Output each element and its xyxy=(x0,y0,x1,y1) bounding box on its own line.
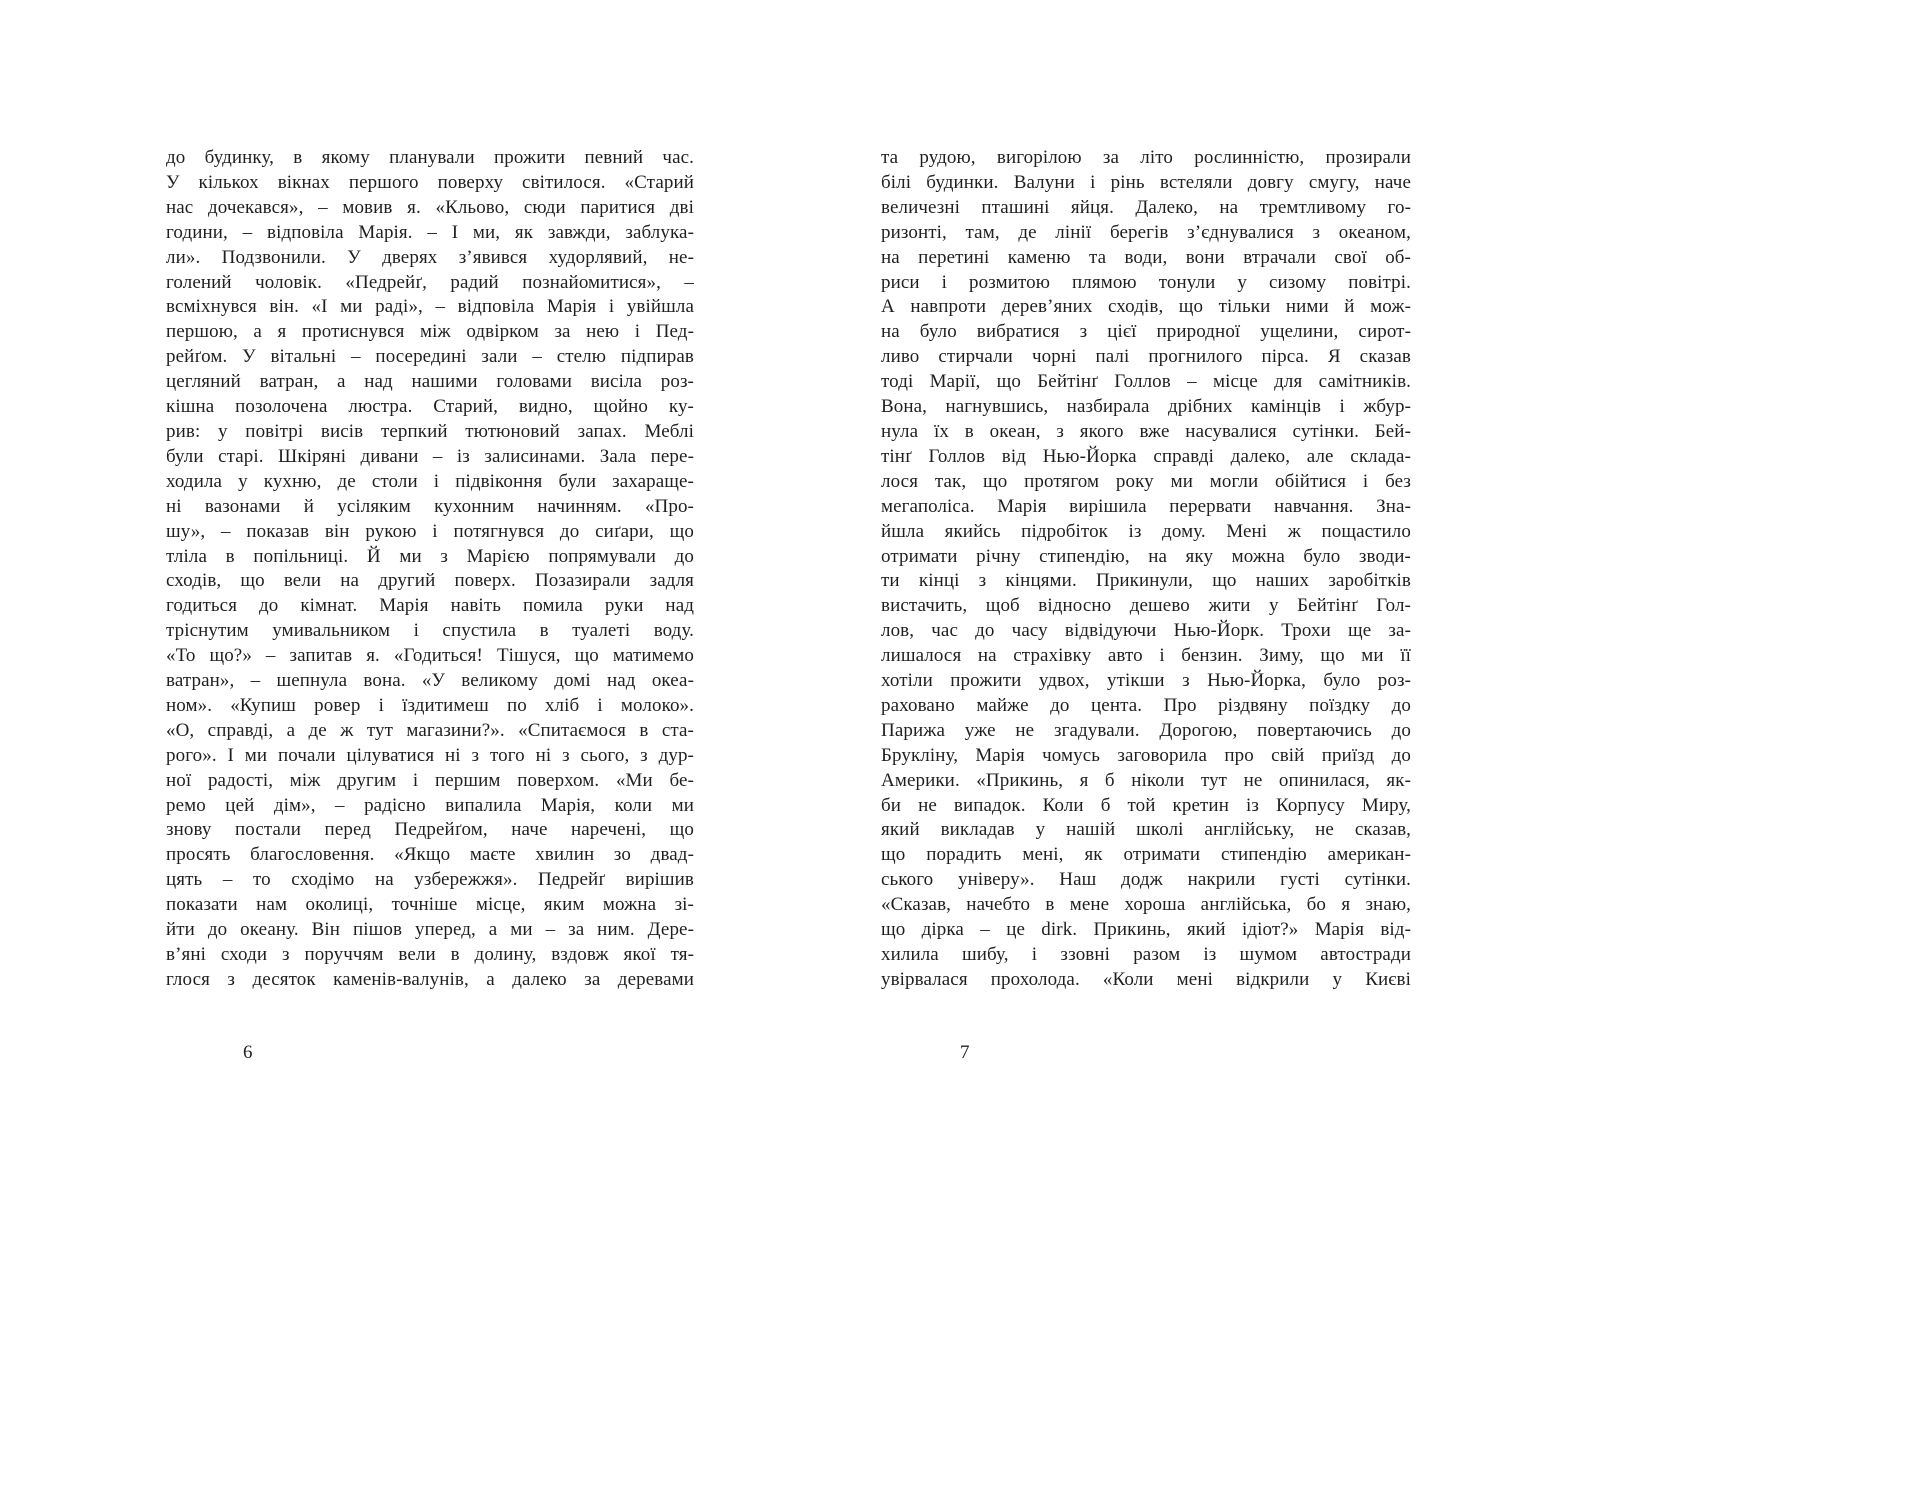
text-line: тліла в попільниці. Й ми з Марією попрямували до xyxy=(166,545,694,567)
text-line: ходила у кухню, де столи і підвіконня були захараще- xyxy=(166,470,694,492)
text-line: сходів, що вели на другий поверх. Позазирали задля xyxy=(166,570,694,592)
text-line: мегаполіса. Марія вирішила перервати навчання. Зна- xyxy=(881,495,1411,517)
text-line: Америки. «Прикинь, я б ніколи тут не опинилася, як- xyxy=(881,769,1411,791)
text-line: тінґ Голлов від Нью-Йорка справді далеко, але склада- xyxy=(881,445,1411,467)
text-line: величезні пташині яйця. Далеко, на тремтливому го- xyxy=(881,196,1411,218)
text-line: до будинку, в якому планували прожити певний час. xyxy=(166,147,694,168)
text-line: йти до океану. Він пішов уперед, а ми – за ним. Дере- xyxy=(166,919,694,941)
text-line: би не випадок. Коли б той кретин із Корпусу Миру, xyxy=(881,794,1411,816)
text-line: тріснутим умивальником і спустила в туалеті воду. xyxy=(166,620,694,642)
page-right-text xyxy=(881,146,1411,993)
text-line: на було вибратися з цієї природної ущелини, сирот- xyxy=(881,321,1411,343)
text-line: хотіли прожити удвох, утікши з Нью-Йорка, було роз- xyxy=(881,670,1411,692)
text-line: що порадить мені, як отримати стипендію американ- xyxy=(881,844,1411,866)
text-line: та рудою, вигорілою за літо рослинністю, прозирали xyxy=(881,147,1411,168)
text-line: лов, час до часу відвідуючи Нью-Йорк. Трохи ще за- xyxy=(881,620,1411,642)
text-line: рив: у повітрі висів терпкий тютюновий запах. Меблі xyxy=(166,420,694,442)
text-line: вистачить, щоб відносно дешево жити у Бейтінґ Гол- xyxy=(881,595,1411,617)
text-line: А навпроти дерев’яних сходів, що тільки ними й мож- xyxy=(881,296,1411,318)
text-line: години, – відповіла Марія. – І ми, як завжди, заблука- xyxy=(166,221,694,243)
text-line: ризонті, там, де лінії берегів з’єднувалися з океаном, xyxy=(881,221,1411,243)
text-line: кішна позолочена люстра. Старий, видно, щойно ку- xyxy=(166,396,694,418)
text-line: всміхнувся він. «І ми раді», – відповіла Марія і увійшла xyxy=(166,296,694,318)
text-line: ном». «Купиш ровер і їздитимеш по хліб і молоко». xyxy=(166,694,694,716)
text-line: ли». Подзвонили. У дверях з’явився худорлявий, не- xyxy=(166,246,694,268)
text-line: лося так, що протягом року ми могли обійтися і без xyxy=(881,470,1411,492)
text-line: риси і розмитою плямою тонули у сизому повітрі. xyxy=(881,271,1411,293)
text-line: «Сказав, начебто в мене хороша англійська, бо я знаю, xyxy=(881,894,1411,916)
text-line: який викладав у нашій школі англійську, не сказав, xyxy=(881,819,1411,841)
text-line: йшла якийсь підробіток із дому. Мені ж пощастило xyxy=(881,520,1411,542)
text-line: цять – то сходімо на узбережжя». Педрейґ вирішив xyxy=(166,869,694,891)
text-line: на перетині каменю та води, вони втрачали свої об- xyxy=(881,246,1411,268)
text-line: ремо цей дім», – радісно випалила Марія, коли ми xyxy=(166,794,694,816)
text-line: отримати річну стипендію, на яку можна було зводи- xyxy=(881,545,1411,567)
text-line: ти кінці з кінцями. Прикинули, що наших заробітків xyxy=(881,570,1411,592)
text-line: годиться до кімнат. Марія навіть помила руки над xyxy=(166,595,694,617)
text-line: в’яні сходи з поруччям вели в долину, вздовж якої тя- xyxy=(166,944,694,965)
page-left-text xyxy=(166,146,694,993)
page-number-right: 7 xyxy=(960,1042,970,1063)
text-line: білі будинки. Валуни і рінь встеляли довгу смугу, наче xyxy=(881,171,1411,193)
page-number-left: 6 xyxy=(243,1042,253,1063)
text-line: просять благословення. «Якщо маєте хвилин зо двад- xyxy=(166,844,694,866)
text-line: Парижа уже не згадували. Дорогою, повертаючись до xyxy=(881,719,1411,741)
text-line: ні вазонами й усіляким кухонним начинням. «Про- xyxy=(166,495,694,517)
text-line: лишалося на страхівку авто і бензин. Зиму, що ми її xyxy=(881,645,1411,667)
text-line: нула їх в океан, з якого вже насувалися сутінки. Бей- xyxy=(881,420,1411,442)
text-line: були старі. Шкіряні дивани – із залисинами. Зала пере- xyxy=(166,445,694,467)
text-line: тоді Марії, що Бейтінґ Голлов – місце для самітників. xyxy=(881,371,1411,393)
text-line: першою, а я протиснувся між одвірком за нею і Пед- xyxy=(166,321,694,343)
text-line: Вона, нагнувшись, назбирала дрібних камінців і жбур- xyxy=(881,396,1411,418)
text-line: рого». І ми почали цілуватися ні з того ні з сього, з дур- xyxy=(166,744,694,766)
text-line: раховано майже до цента. Про різдвяну поїздку до xyxy=(881,694,1411,716)
text-line: ної радості, між другим і першим поверхом. «Ми бе- xyxy=(166,769,694,791)
text-line: «О, справді, а де ж тут магазини?». «Спитаємося в ста- xyxy=(166,719,694,741)
text-line: ського універу». Наш додж накрили густі сутінки. xyxy=(881,869,1411,891)
text-line: У кількох вікнах першого поверху світилося. «Старий xyxy=(166,171,694,193)
text-line: ливо стирчали чорні палі прогнилого пірса. Я сказав xyxy=(881,346,1411,368)
text-line: нас дочекався», – мовив я. «Кльово, сюди паритися дві xyxy=(166,196,694,218)
text-line: рейґом. У вітальні – посередині зали – стелю підпирав xyxy=(166,346,694,368)
text-line: що дірка – це dirk. Прикинь, який ідіот?» Марія від- xyxy=(881,919,1411,941)
text-line: «То що?» – запитав я. «Годиться! Тішуся, що матимемо xyxy=(166,645,694,667)
text-line: глося з десяток каменів-валунів, а далеко за деревами xyxy=(166,968,694,990)
text-line: увірвалася прохолода. «Коли мені відкрили у Києві xyxy=(881,968,1411,990)
text-line: шу», – показав він рукою і потягнувся до сиґари, що xyxy=(166,520,694,542)
text-line: хилила шибу, і ззовні разом із шумом автостради xyxy=(881,944,1411,965)
text-line: голений чоловік. «Педрейґ, радий познайомитися», – xyxy=(166,271,694,293)
text-line: показати нам околиці, точніше місце, яким можна зі- xyxy=(166,894,694,916)
text-line: знову постали перед Педрейґом, наче наречені, що xyxy=(166,819,694,841)
text-line: цегляний ватран, а над нашими головами висіла роз- xyxy=(166,371,694,393)
text-line: Брукліну, Марія чомусь заговорила про свій приїзд до xyxy=(881,744,1411,766)
text-line: ватран», – шепнула вона. «У великому домі над океа- xyxy=(166,670,694,692)
